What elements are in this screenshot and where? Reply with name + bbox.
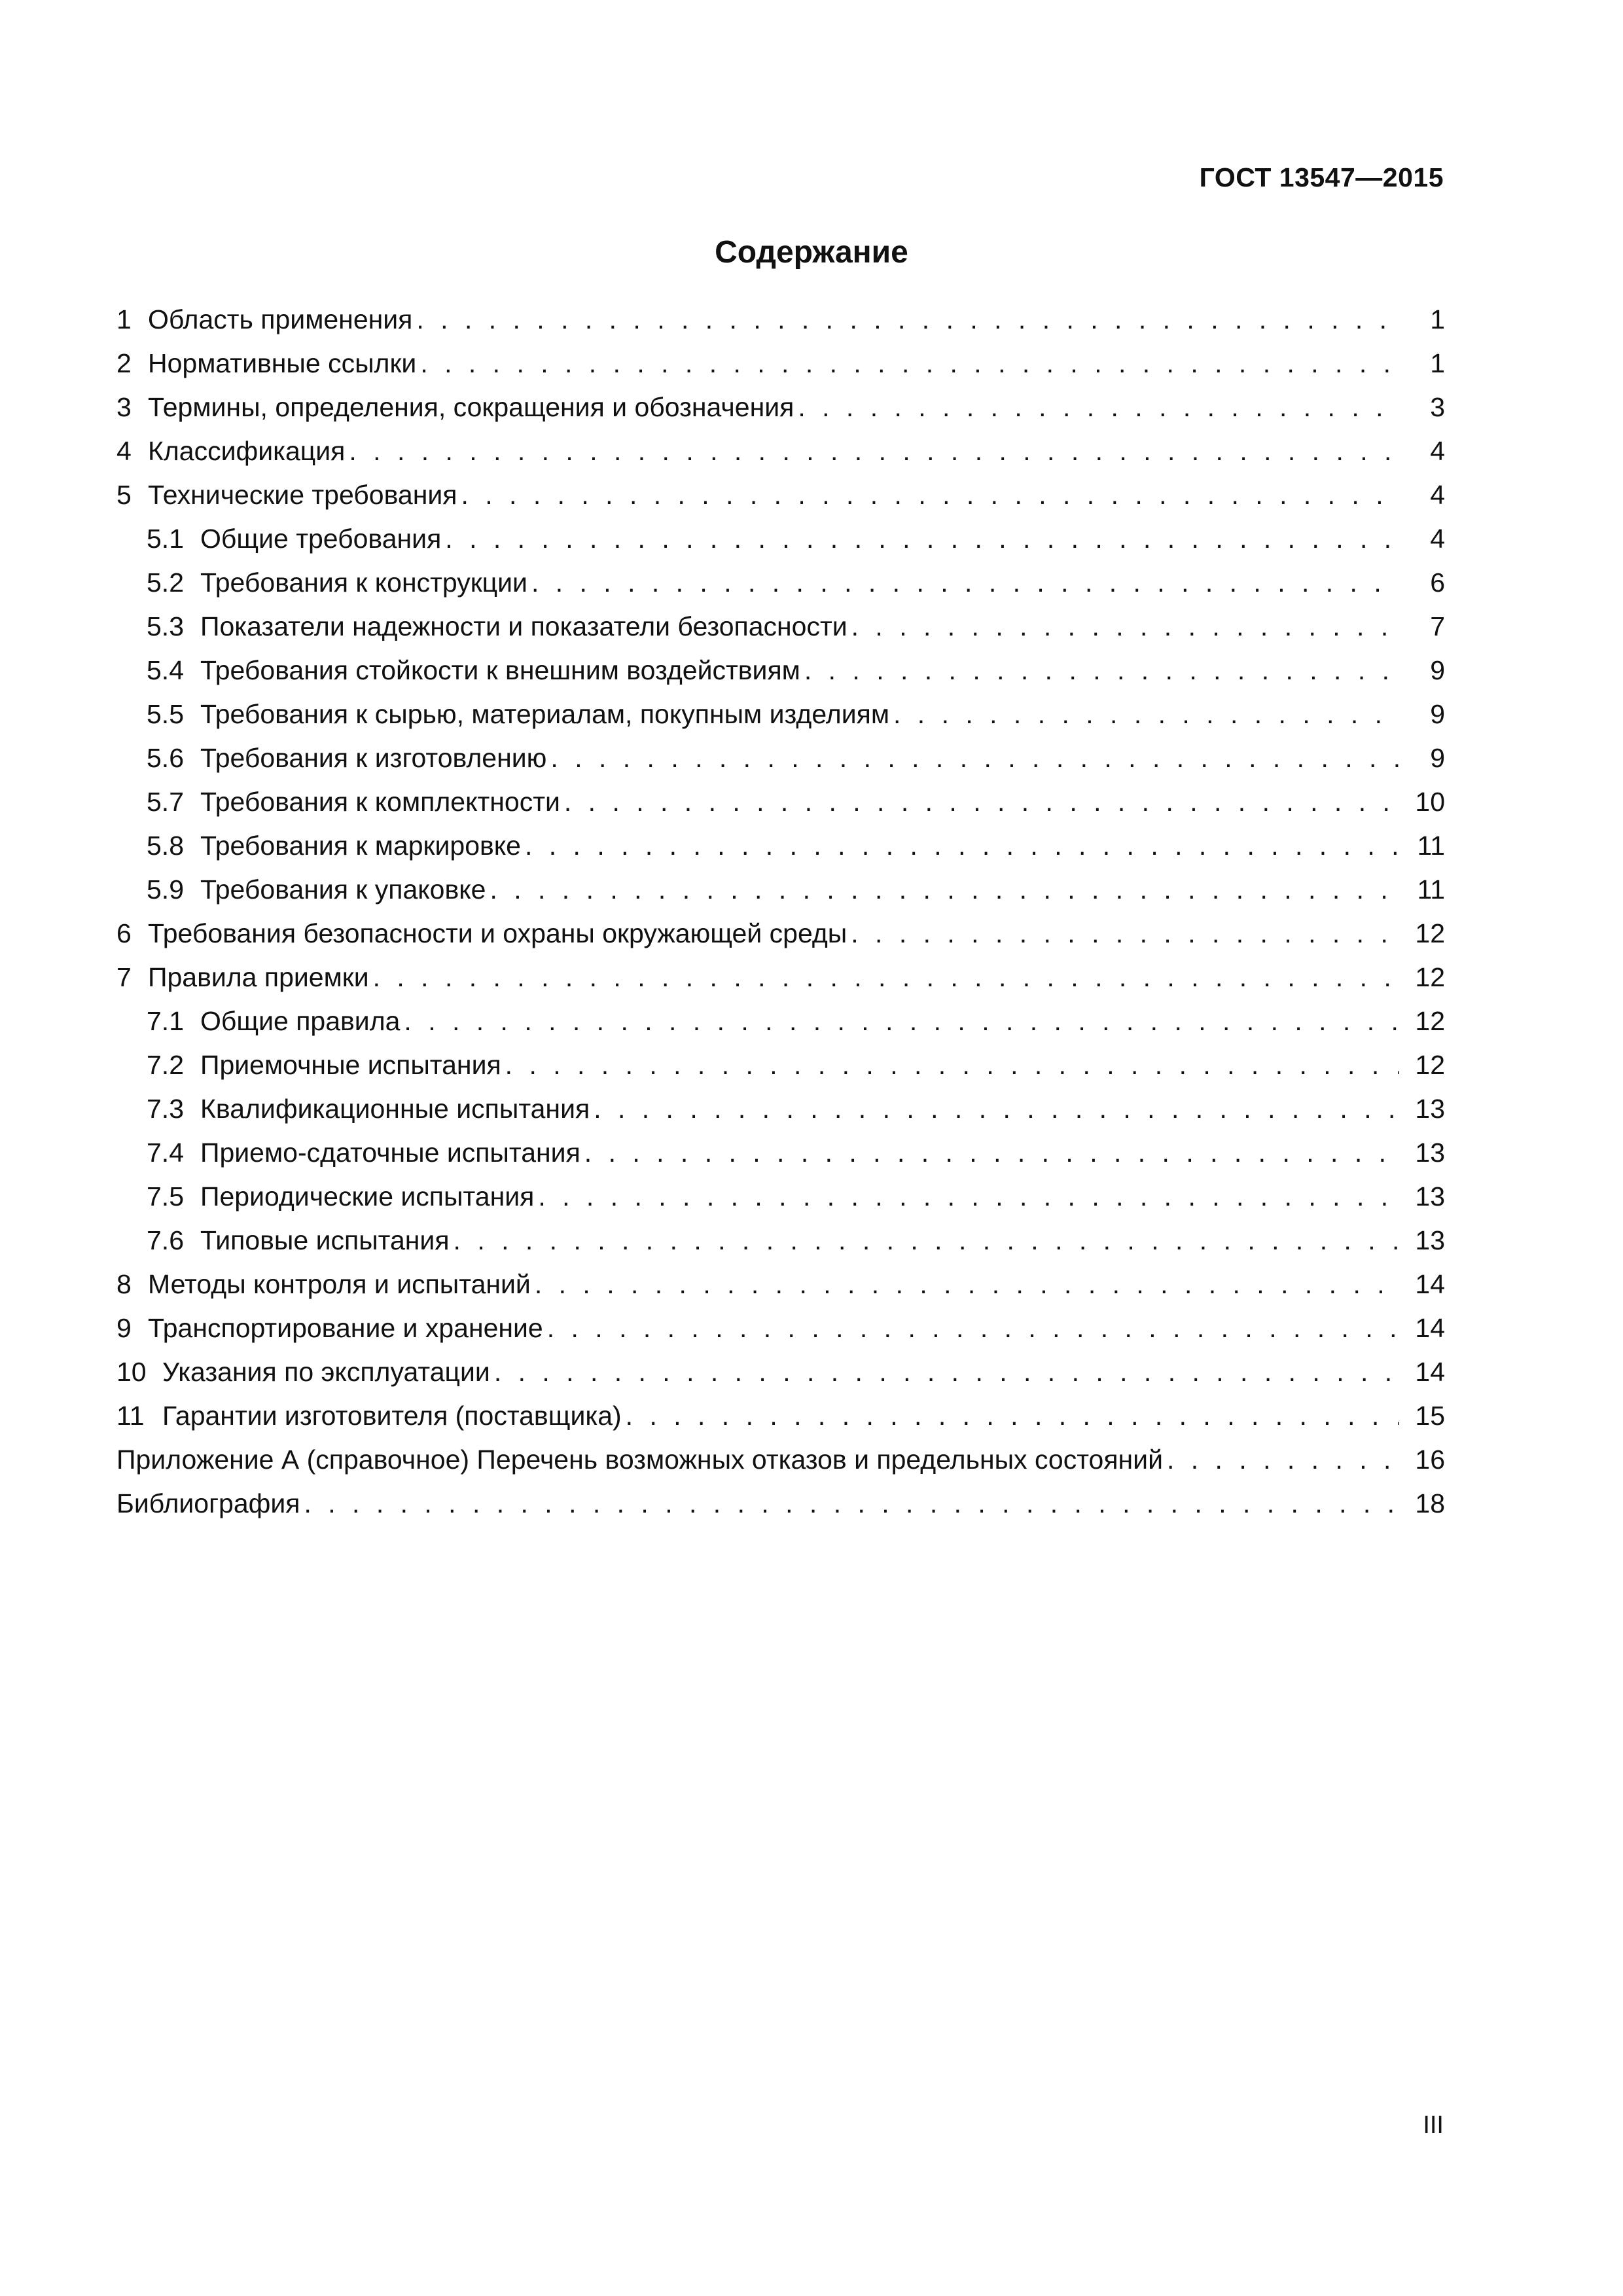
toc-entry-page: 6 [1399, 561, 1445, 605]
toc-entry-number: 5.2 [147, 567, 184, 598]
toc-entry-page: 14 [1399, 1350, 1445, 1394]
toc-entry-title: Библиография [116, 1488, 300, 1518]
toc-entry-number: 5.6 [147, 743, 184, 773]
toc-entry[interactable] [116, 1219, 1445, 1263]
toc-entry-title: Правила приемки [148, 962, 369, 992]
toc-entry-number: 5.1 [147, 524, 184, 554]
toc-entry-title: Методы контроля и испытаний [148, 1269, 531, 1299]
toc-entry-title: Классификация [148, 436, 346, 466]
toc-entry-number: 5.3 [147, 611, 184, 641]
toc-entry-number: 5.4 [147, 655, 184, 685]
toc-entry-text [116, 1482, 1399, 1526]
toc-entry-page: 11 [1399, 868, 1445, 912]
toc-entry-number: 10 [116, 1357, 147, 1387]
toc-entry-title: Показатели надежности и показатели безопасности [200, 611, 847, 641]
toc-entry[interactable] [116, 561, 1445, 605]
toc-entry-page: 4 [1399, 517, 1445, 561]
toc-entry-title: Требования к комплектности [200, 787, 560, 817]
toc-entry-page: 13 [1399, 1175, 1445, 1219]
toc-entry-title: Нормативные ссылки [148, 348, 417, 378]
toc-entry-number: 8 [116, 1269, 132, 1299]
toc-entry-number: 3 [116, 392, 132, 422]
toc-entry-text [116, 298, 1399, 342]
toc-entry-title: Требования к упаковке [200, 874, 486, 905]
toc-entry[interactable] [116, 1263, 1445, 1306]
toc-entry-text [116, 912, 1399, 956]
toc-entry-text [147, 1131, 1399, 1175]
toc-entry-page: 13 [1399, 1219, 1445, 1263]
toc-entry[interactable] [116, 1394, 1445, 1438]
toc-entry-title: Приемо-сдаточные испытания [200, 1138, 580, 1168]
toc-entry[interactable] [116, 298, 1445, 342]
toc-entry[interactable] [116, 649, 1445, 692]
toc-entry[interactable] [116, 1131, 1445, 1175]
toc-entry-text [147, 1087, 1399, 1131]
toc-entry-text [147, 780, 1399, 824]
toc-entry[interactable] [116, 912, 1445, 956]
toc-entry[interactable] [116, 429, 1445, 473]
toc-entry-page: 1 [1399, 342, 1445, 386]
toc-entry[interactable] [116, 473, 1445, 517]
toc-entry-text [116, 956, 1399, 999]
toc-entry-number: 7.2 [147, 1050, 184, 1080]
toc-entry-text [147, 1219, 1399, 1263]
toc-entry-page: 18 [1399, 1482, 1445, 1526]
toc-entry-text [116, 1438, 1399, 1482]
toc-entry[interactable] [116, 780, 1445, 824]
toc-entry-text [147, 1175, 1399, 1219]
toc-entry-number: 1 [116, 304, 132, 334]
toc-entry-title: Общие требования [200, 524, 442, 554]
toc-entry-title: Гарантии изготовителя (поставщика) [162, 1401, 622, 1431]
toc-entry-page: 4 [1399, 429, 1445, 473]
toc-entry-title: Периодические испытания [200, 1181, 535, 1211]
toc-entry-page: 14 [1399, 1306, 1445, 1350]
toc-entry-number: 5.9 [147, 874, 184, 905]
toc-entry-number: 5.5 [147, 699, 184, 729]
toc-entry-number: 4 [116, 436, 132, 466]
toc-entry-number: 5.7 [147, 787, 184, 817]
toc-entry-page: 7 [1399, 605, 1445, 649]
toc-entry-text [147, 605, 1399, 649]
toc-entry-title: Типовые испытания [200, 1225, 450, 1255]
toc-entry-text [147, 1043, 1399, 1087]
toc-entry-title: Требования безопасности и охраны окружающей среды [148, 918, 847, 948]
toc-entry-page: 16 [1399, 1438, 1445, 1482]
toc-entry-text [116, 1263, 1399, 1306]
toc-entry-number: 5 [116, 480, 132, 510]
toc-entry-number: 5.8 [147, 831, 184, 861]
toc-entry-title: Требования к конструкции [200, 567, 527, 598]
toc-entry[interactable] [116, 1482, 1445, 1526]
toc-entry-page: 12 [1399, 1043, 1445, 1087]
toc-entry-number: 2 [116, 348, 132, 378]
toc-entry[interactable] [116, 824, 1445, 868]
toc-entry-title: Общие правила [200, 1006, 401, 1036]
toc-entry-page: 14 [1399, 1263, 1445, 1306]
toc-entry-page: 10 [1399, 780, 1445, 824]
toc-entry-title: Требования стойкости к внешним воздействиям [200, 655, 800, 685]
toc-entry-page: 13 [1399, 1131, 1445, 1175]
toc-entry-title: Приложение А (справочное) Перечень возможных отказов и предельных состояний [116, 1444, 1163, 1475]
document-code: ГОСТ 13547—2015 [1199, 162, 1444, 192]
toc-entry-title: Квалификационные испытания [200, 1094, 590, 1124]
toc-entry-page: 3 [1399, 386, 1445, 429]
toc-entry-title: Указания по эксплуатации [162, 1357, 490, 1387]
toc-entry-page: 11 [1399, 824, 1445, 868]
page-number: III [1423, 2111, 1444, 2139]
toc-entry-number: 7.6 [147, 1225, 184, 1255]
toc-entry-page: 13 [1399, 1087, 1445, 1131]
toc-entry-text [116, 1350, 1399, 1394]
toc-entry-text [147, 517, 1399, 561]
toc-entry-text [116, 386, 1399, 429]
toc-entry-text [116, 342, 1399, 386]
toc-entry-number: 7 [116, 962, 132, 992]
toc-entry-text [116, 473, 1399, 517]
toc-entry[interactable] [116, 956, 1445, 999]
toc-entry[interactable] [116, 1087, 1445, 1131]
toc-entry-text [147, 868, 1399, 912]
toc-entry-title: Технические требования [148, 480, 457, 510]
toc-entry-title: Транспортирование и хранение [148, 1313, 543, 1343]
toc-entry-page: 9 [1399, 692, 1445, 736]
toc-entry-page: 9 [1399, 649, 1445, 692]
toc-entry-text [147, 561, 1399, 605]
toc-entry-page: 9 [1399, 736, 1445, 780]
toc-entry-page: 15 [1399, 1394, 1445, 1438]
toc-entry[interactable] [116, 386, 1445, 429]
toc-entry-page: 1 [1399, 298, 1445, 342]
toc-entry-page: 4 [1399, 473, 1445, 517]
toc-entry-title: Требования к маркировке [200, 831, 521, 861]
toc-entry[interactable] [116, 868, 1445, 912]
toc-entry[interactable] [116, 1438, 1445, 1482]
toc-entry-number: 7.1 [147, 1006, 184, 1036]
toc-entry-title: Область применения [148, 304, 413, 334]
toc-entry-text [116, 429, 1399, 473]
toc-entry[interactable] [116, 736, 1445, 780]
toc-entry-text [147, 736, 1399, 780]
toc-entry-number: 9 [116, 1313, 132, 1343]
table-of-contents [116, 298, 1445, 1526]
toc-entry-title: Приемочные испытания [200, 1050, 501, 1080]
toc-entry[interactable] [116, 999, 1445, 1043]
toc-entry-number: 11 [116, 1401, 145, 1431]
toc-entry-page: 12 [1399, 912, 1445, 956]
toc-entry-text [147, 824, 1399, 868]
toc-entry-text [147, 692, 1399, 736]
toc-entry-number: 7.3 [147, 1094, 184, 1124]
toc-entry-page: 12 [1399, 999, 1445, 1043]
toc-entry-title: Термины, определения, сокращения и обозначения [148, 392, 794, 422]
toc-entry[interactable] [116, 1350, 1445, 1394]
toc-entry-title: Требования к сырью, материалам, покупным изделиям [200, 699, 890, 729]
toc-entry-number: 7.4 [147, 1138, 184, 1168]
toc-entry[interactable] [116, 517, 1445, 561]
toc-entry[interactable] [116, 342, 1445, 386]
toc-entry-text [116, 1306, 1399, 1350]
toc-entry[interactable] [116, 1043, 1445, 1087]
toc-entry[interactable] [116, 1175, 1445, 1219]
toc-entry-text [147, 999, 1399, 1043]
toc-title: Содержание [715, 235, 908, 270]
toc-entry-title: Требования к изготовлению [200, 743, 547, 773]
toc-entry-text [116, 1394, 1399, 1438]
toc-entry-number: 6 [116, 918, 132, 948]
toc-entry[interactable] [116, 1306, 1445, 1350]
toc-entry[interactable] [116, 605, 1445, 649]
toc-entry-text [147, 649, 1399, 692]
toc-entry-page: 12 [1399, 956, 1445, 999]
toc-entry[interactable] [116, 692, 1445, 736]
toc-entry-number: 7.5 [147, 1181, 184, 1211]
